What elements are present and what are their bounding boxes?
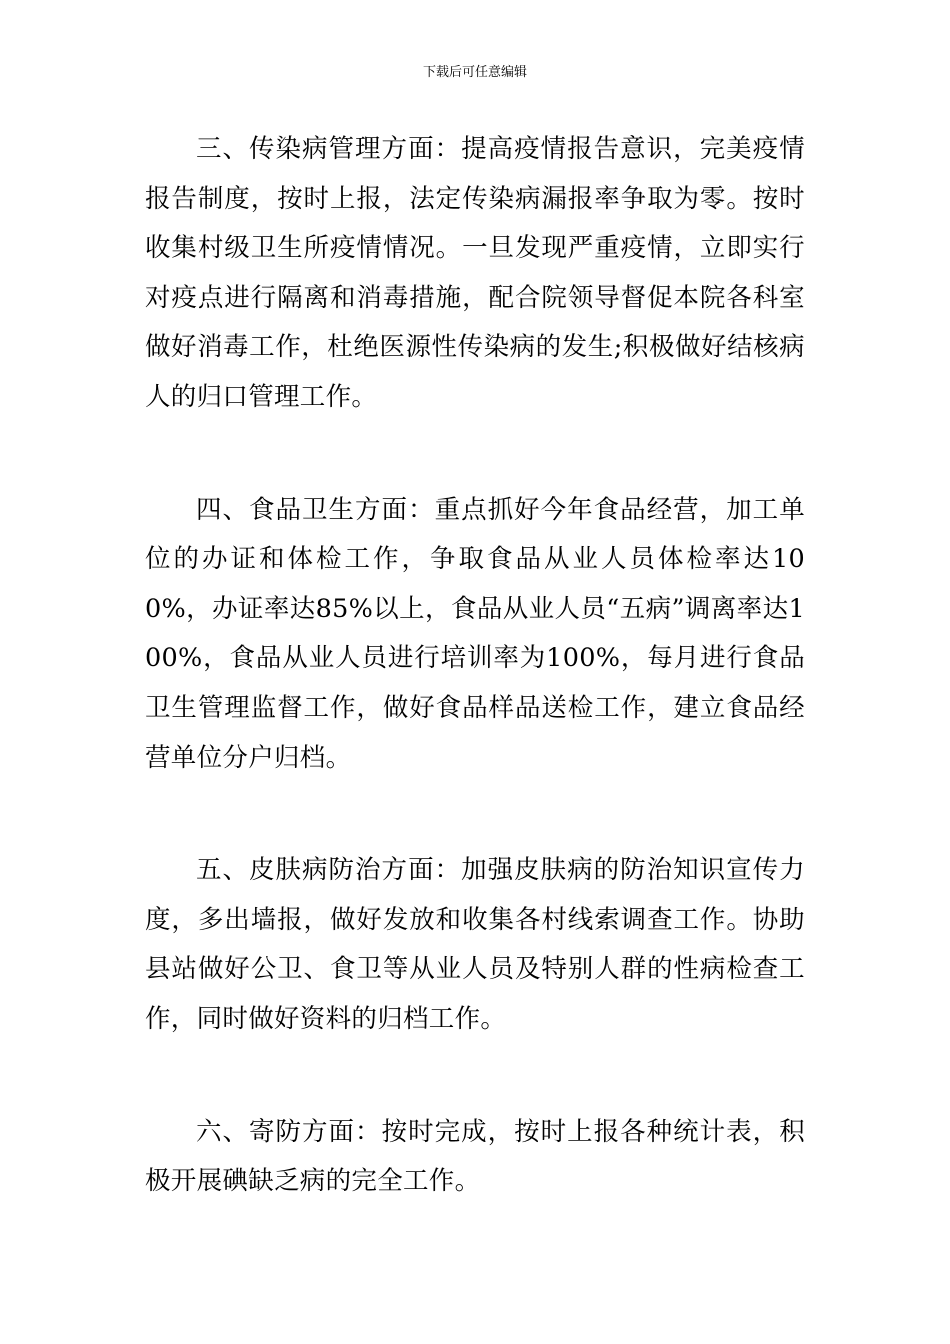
document-body: [145, 125, 805, 1270]
paragraph-infectious-disease: 三、传染病管理方面：提高疫情报告意识，完美疫情报告制度，按时上报，法定传染病漏报率争取为零。按时收集村级卫生所疫情情况。一旦发现严重疫情，立即实行对疫点进行隔离和消毒措施，配合院领导督促本院各科室做好消毒工作，杜绝医源性传染病的发生;积极做好结核病人的归口管理工作。: [145, 134, 805, 412]
page-header-note: 下载后可任意编辑: [422, 65, 527, 80]
paragraph-parasitic-prevention: 六、寄防方面：按时完成，按时上报各种统计表，积极开展碘缺乏病的完全工作。: [145, 1116, 805, 1197]
paragraph-food-hygiene: 四、食品卫生方面：重点抓好今年食品经营，加工单位的办证和体检工作，争取食品从业人员体检率达100%，办证率达85%以上，食品从业人员“五病”调离率达100%，食品从业人员进行培训率为100%，每月进行食品卫生管理监督工作，做好食品样品送检工作，建立食品经营单位分户归档。: [145, 494, 805, 773]
paragraph-skin-disease: 五、皮肤病防治方面：加强皮肤病的防治知识宣传力度，多出墙报，做好发放和收集各村线索调查工作。协助县站做好公卫、食卫等从业人员及特别人群的性病检查工作，同时做好资料的归档工作。: [145, 855, 805, 1034]
